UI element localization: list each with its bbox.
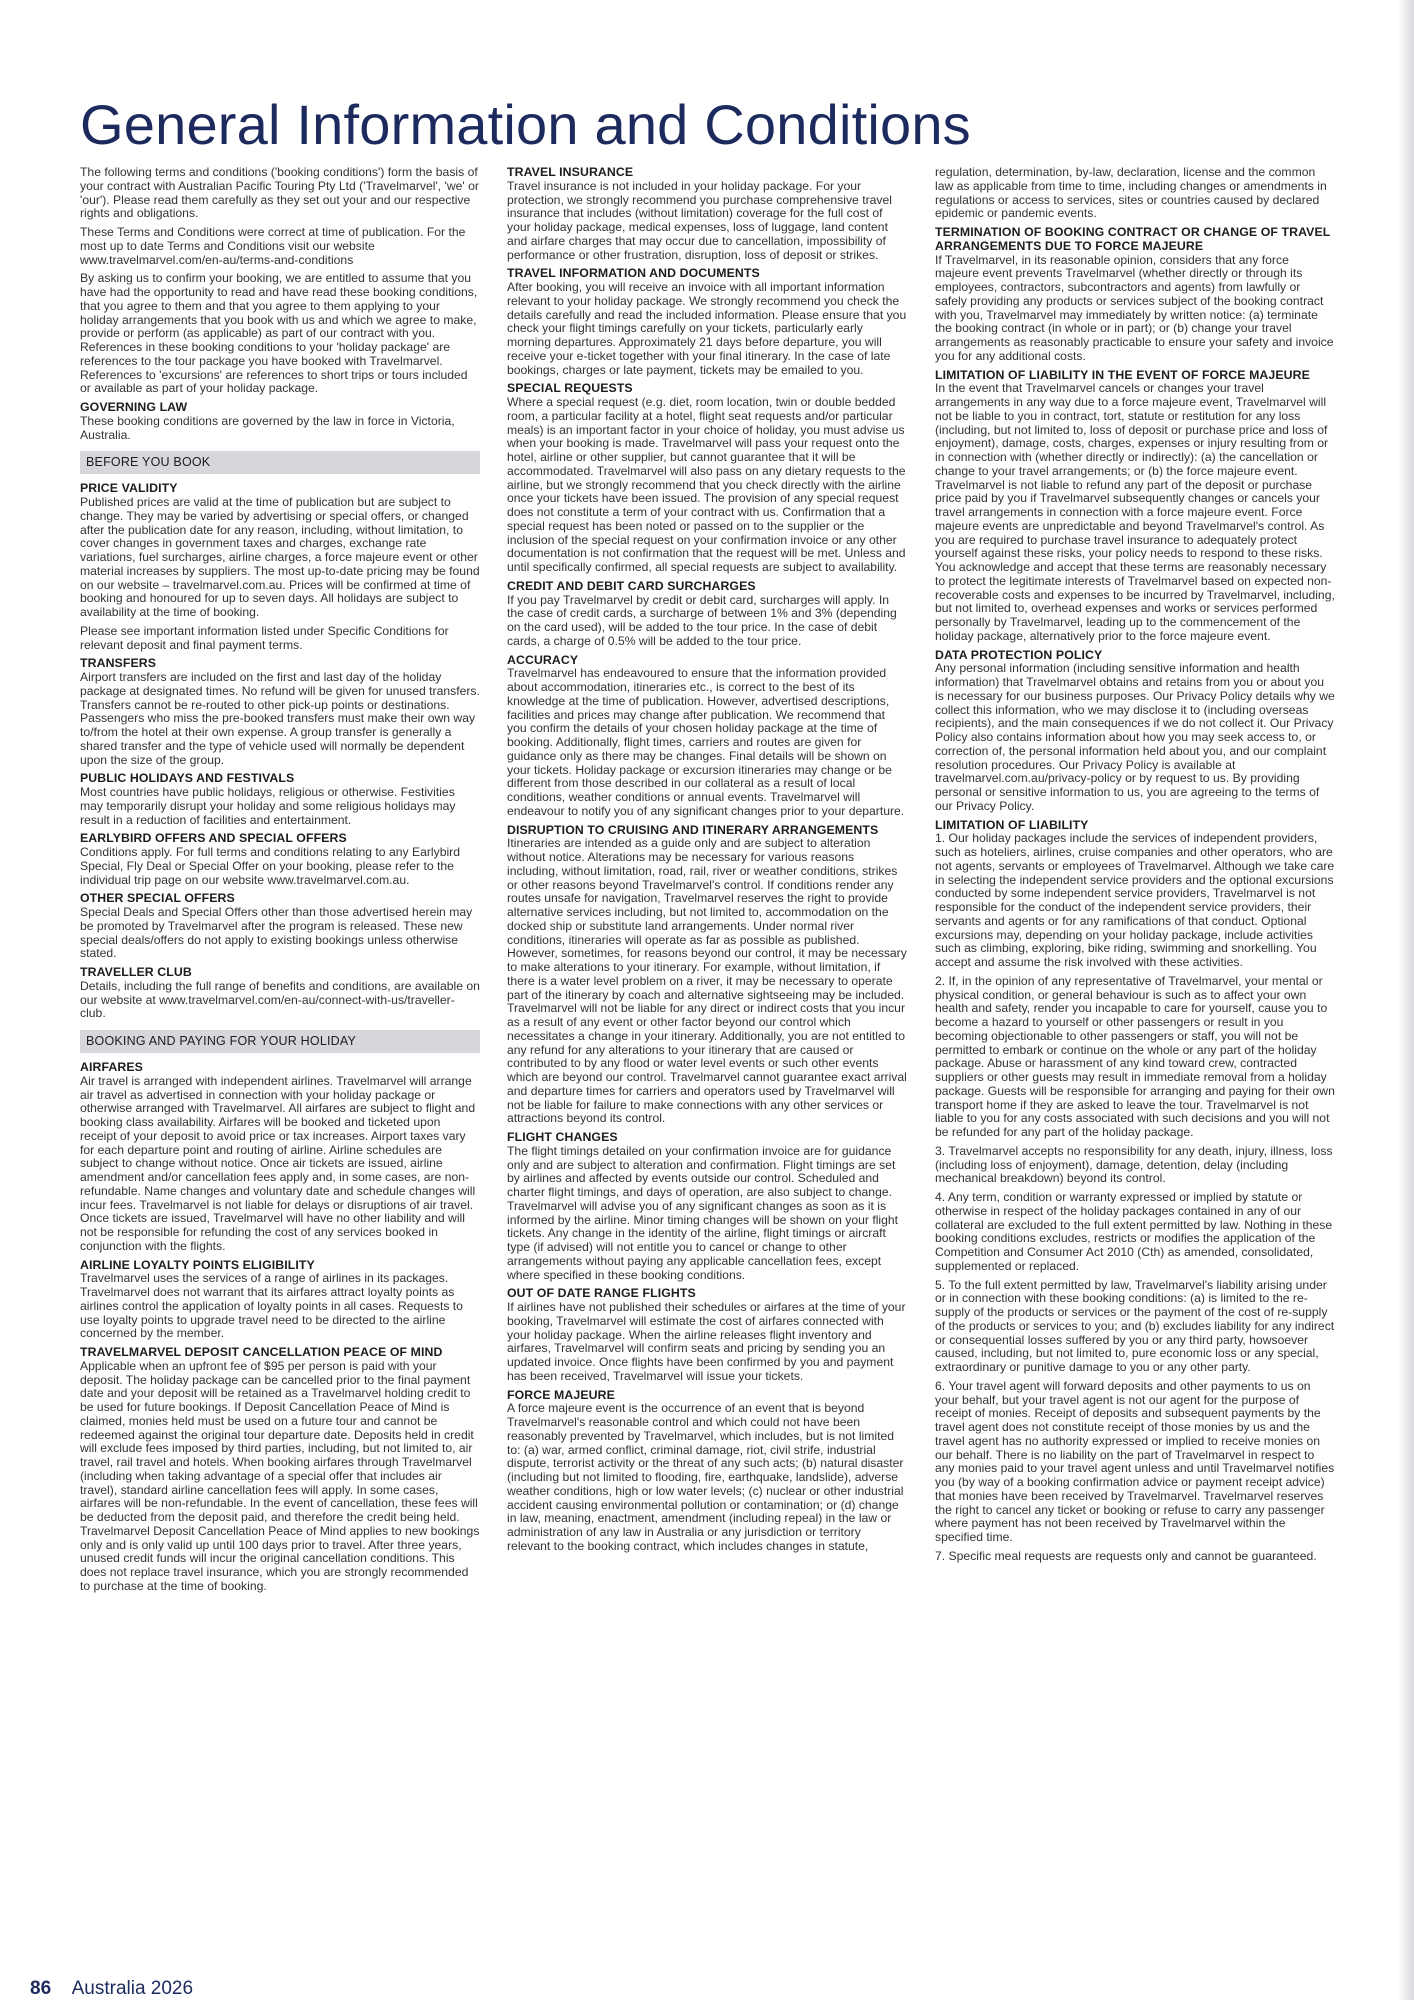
section-heading-termination-of-booking-contract-or-change-of-travel-arrangements-due-to-force-majeure: TERMINATION OF BOOKING CONTRACT OR CHANGE OF TRAVEL ARRANGEMENTS DUE TO FORCE MAJEURE: [935, 225, 1331, 253]
page-title: General Information and Conditions: [80, 93, 971, 156]
section-paragraph: If airlines have not published their schedules or airfares at the time of your booking, Travelmarvel will estimate the cost of airfares connected with your holiday package. When the airline releases flight inventory and airfares, Travelmarvel will confirm seats and pricing by sending you an updated invoice. Once flights have been confirmed by you and payment has been received, Travelmarvel will issue your tickets.: [507, 1300, 906, 1383]
intro-paragraph: These Terms and Conditions were correct at time of publication. For the most up to date Terms and Conditions visit our website www.travelmarvel.com/en-au/terms-and-conditions: [80, 225, 466, 267]
section-paragraph: Special Deals and Special Offers other than those advertised herein may be promoted by Travelmarvel after the program is released. These new special deals/offers do not apply to existing bookings unless otherwise stated.: [80, 905, 473, 961]
page-number: 86: [30, 1978, 52, 1999]
section-paragraph: 6. Your travel agent will forward deposits and other payments to us on your behalf, but your travel agent is not our agent for the purpose of receipt of monies. Receipt of deposits and subsequent payments by the travel agent does not constitute receipt of those monies by us and the travel agent has no authority expressed or implied to receive monies on our behalf. There is no liability on the part of Travelmarvel in respect to any monies paid to your travel agent unless and until Travelmarvel notifies you (by way of a booking confirmation advice or payment receipt advice) that monies have been received by Travelmarvel. Travelmarvel reserves the right to cancel any ticket or booking or refuse to carry any passenger where payment has not been received by Travelmarvel within the specified time.: [935, 1378, 1335, 1544]
section-paragraph: 3. Travelmarvel accepts no responsibility for any death, injury, illness, loss (including loss of enjoyment), damage, detention, delay (including mechanical breakdown) beyond its control.: [935, 1143, 1333, 1186]
intro-paragraph: By asking us to confirm your booking, we are entitled to assume that you have had the opportunity to read and have read these booking conditions, that you agree to them and that you agree to them applying to your holiday arrangements that you book with us and which we agree to make, provide or perform (as applicable) as part of our contract with you. References in these booking conditions to your 'holiday package' are references to the tour package you have booked with Travelmarvel. References to 'excursions' are references to short trips or tours included or available as part of your holiday package.: [80, 271, 478, 396]
section-paragraph: Travelmarvel has endeavoured to ensure that the information provided about accommodation, itineraries etc., is correct to the best of its knowledge at the time of publication. However, advertised descriptions, facilities and prices may change after publication. We recommend that you confirm the details of your chosen holiday package at the time of booking. Additionally, flight times, carriers and routes are given for guidance only as there may be changes. Final details will be shown on your tickets. Holiday package or excursion itineraries may change or be different from those described in our collateral as a result of local conditions, weather conditions or annual events. Travelmarvel will endeavour to notify you of any significant changes prior to your departure.: [507, 666, 905, 818]
section-heading-earlybird-offers-and-special-offers: EARLYBIRD OFFERS AND SPECIAL OFFERS: [80, 831, 347, 846]
section-heading-out-of-date-range-flights: OUT OF DATE RANGE FLIGHTS: [507, 1286, 696, 1301]
section-paragraph: After booking, you will receive an invoice with all important information relevant to your holiday package. We strongly recommend you check the details carefully and read the included information. Please ensure that you check your flight timings carefully on your tickets, particularly early morning departures. Approximately 21 days before departure, you will receive your e-ticket together with your final itinerary. In the case of late bookings, charges or late payment, tickets may be emailed to you.: [507, 280, 907, 377]
publication-name: Australia 2026: [71, 1978, 194, 1999]
section-paragraph: Conditions apply. For full terms and conditions relating to any Earlybird Special, Fly Deal or Special Offer on your booking, please refer to the individual trip page on our website www.travelmarvel.com.au.: [80, 845, 460, 887]
section-paragraph: 1. Our holiday packages include the services of independent providers, such as hoteliers, airlines, cruise companies and other operators, who are not agents, servants or employees of Travelmarvel. Although we take care in selecting the independent service providers and the optional excursions conducted by some independent service providers, Travelmarvel is not responsible for the conduct of the independent service providers, their servants and agents or for any ramifications of that conduct. Optional excursions may, depending on your holiday package, include activities such as climbing, exploring, bike riding, swimming and snorkelling. You accept and assume the risk involved with these activities.: [935, 831, 1335, 969]
section-heading-disruption-to-cruising-and-itinerary-arrangements: DISRUPTION TO CRUISING AND ITINERARY ARRANGEMENTS: [507, 822, 879, 837]
section-paragraph: 4. Any term, condition or warranty expressed or implied by statute or otherwise in respect of the holiday packages contained in any of our collateral are excluded to the full extent permitted by law. Nothing in these booking conditions excludes, restricts or modifies the application of the Competition and Consumer Act 2010 (Cth) as amended, consolidated, supplemented or replaced.: [935, 1190, 1333, 1273]
section-paragraph: Please see important information listed under Specific Conditions for relevant deposit and final payment terms.: [80, 623, 449, 652]
section-paragraph: 7. Specific meal requests are requests only and cannot be guaranteed.: [935, 1548, 1317, 1563]
section-paragraph: A force majeure event is the occurrence of an event that is beyond Travelmarvel's reasonable control and which could not have been reasonably prevented by Travelmarvel, which includes, but is not limited to: (a) war, armed conflict, criminal damage, riot, civil strife, industrial dispute, terrorist activity or the threat of any such acts; (b) natural disaster (including but not limited to flooding, fire, earthquake, landslide), adverse weather conditions, high or low water levels; (c) nuclear or other industrial accident causing environmental pollution or contamination; or (d) change in law, meaning, enactment, amendment (including repeal) in the law or administration of any law in Australia or any jurisdiction or territory relevant to the booking contract, which includes changes in statute,: [507, 1401, 904, 1553]
section-paragraph: The flight timings detailed on your confirmation invoice are for guidance only and are subject to alteration and confirmation. Flight timings are set by airlines and affected by events outside our control. Scheduled and charter flight timings, and days of operation, are also subject to change. Travelmarvel will advise you of any significant changes as soon as it is informed by the airline. Minor timing changes will be shown on your flight tickets. Any change in the identity of the airline, flight timings or aircraft type (if advised) will not entitle you to cancel or change to other arrangements without paying any applicable cancellation fees, except where specified in these booking conditions.: [507, 1143, 899, 1282]
section-heading-special-requests: SPECIAL REQUESTS: [507, 381, 633, 396]
intro-paragraph: The following terms and conditions ('booking conditions') form the basis of your contract with Australian Pacific Touring Pty Ltd ('Travelmarvel', 'we' or 'our'). Please read them carefully as they set out your and our respective rights and obligations.: [80, 165, 479, 221]
section-paragraph: Itineraries are intended as a guide only and are subject to alteration without notice. Alterations may be necessary for various reasons including, without limitation, road, rail, river or weather conditions, strikes or other reasons beyond Travelmarvel's control. If conditions render any routes unsafe for navigation, Travelmarvel reserves the right to provide alternative services including, but not limited to, accommodation on the docked ship or substitute land arrangements. Under normal river conditions, itineraries will operate as far as possible as published. However, sometimes, for reasons beyond our control, it may be necessary to make alterations to your itinerary. For example, without limitation, if there is a water level problem on a river, it may be necessary to operate part of the itinerary by coach and alternative sightseeing may be included. Travelmarvel will not be liable for any direct or indirect costs that you incur as a result of any event or other factor beyond our control which necessitates a change in your itinerary. Additionally, you are not entitled to any refund for any alterations to your itinerary that are caused or contributed to by any flood or water level events or such other events which are beyond our control. Travelmarvel cannot guarantee exact arrival and departure times for carriers and operators used by Travelmarvel will not be liable for failure to make connections with any other services or attractions beyond its control.: [507, 836, 907, 1126]
section-heading-accuracy: ACCURACY: [507, 652, 579, 667]
banner-booking-and-paying-for-your-holiday: BOOKING AND PAYING FOR YOUR HOLIDAY: [80, 1030, 480, 1053]
section-heading-credit-and-debit-card-surcharges: CREDIT AND DEBIT CARD SURCHARGES: [507, 578, 756, 593]
column-2: [507, 166, 907, 1559]
section-heading-airfares: AIRFARES: [80, 1060, 143, 1074]
section-paragraph: These booking conditions are governed by the law in force in Victoria, Australia.: [80, 413, 455, 442]
section-heading-governing-law: GOVERNING LAW: [80, 400, 188, 414]
section-paragraph: Travelmarvel uses the services of a range of airlines in its packages. Travelmarvel does not warrant that its airfares attract loyalty points as airlines control the application of loyalty points in all cases. Requests to use loyalty points to upgrade travel need to be directed to the airline concerned by the member.: [80, 1271, 463, 1341]
section-paragraph: In the event that Travelmarvel cancels or changes your travel arrangements in any way due to a force majeure event, Travelmarvel will not be liable to you in contract, tort, statute or restitution for any loss (including, but not limited to, loss of deposit or purchase price and loss of enjoyment), damage, costs, charges, expenses or injury resulting from or in connection with (whether directly or indirectly): (a) the cancellation or change to your travel arrangements; or (b) the force majeure event. Travelmarvel is not liable to refund any part of the deposit or purchase price paid by you if Travelmarvel subsequently changes or cancels your travel arrangements in connection with a force majeure event. Force majeure events are unpredictable and beyond Travelmarvel's control. As you are required to purchase travel insurance to adequately protect yourself against these risks, your policy needs to respond to these risks. You acknowledge and accept that these terms are reasonably necessary to protect the legitimate interests of Travelmarvel based on expected non-recoverable costs and expenses to be incurred by Travelmarvel, including, but not limited to, overhead expenses and works or services performed personally by Travelmarvel, leading up to the commencement of the holiday package, alternatively prior to the force majeure event.: [935, 381, 1335, 643]
section-heading-force-majeure: FORCE MAJEURE: [507, 1387, 615, 1402]
section-paragraph: Where a special request (e.g. diet, room location, twin or double bedded room, a particular facility at a hotel, flight seat requests and/or particular meals) is an important factor in your choice of holiday, you must advise us when your booking is made. Travelmarvel will pass your request onto the hotel, airline or other supplier, but cannot guarantee that it will be accommodated. Travelmarvel will also pass on any dietary requests to the airline, but we strongly recommend that you check directly with the airline once your tickets have been issued. The provision of any special request does not constitute a term of your contract with us. Confirmation that a special request has been noted or passed on to the supplier or the inclusion of the special request on your confirmation invoice or any other documentation is not confirmation that the request will be met. Unless and until specifically confirmed, all special requests are subject to availability.: [507, 395, 906, 574]
section-heading-travel-insurance: TRAVEL INSURANCE: [507, 165, 634, 179]
section-heading-limitation-of-liability-in-the-event-of-force-majeure: LIMITATION OF LIABILITY IN THE EVENT OF FORCE MAJEURE: [935, 367, 1310, 382]
section-paragraph: Air travel is arranged with independent airlines. Travelmarvel will arrange air travel as advertised in connection with your holiday package or otherwise arranged with Travelmarvel. All airfares are subject to flight and booking class availability. Airfares will be booked and ticketed upon receipt of your deposit to avoid price or tax increases. Airport taxes vary for each departure point and routing of airline. Airline schedules are subject to change without notice. Once air tickets are issued, airline amendment and/or cancellation fees apply and, in some cases, are non-refundable. Name changes and voluntary date and schedule changes will incur fees. Travelmarvel is not liable for delays or disruptions of air travel. Once tickets are issued, Travelmarvel will have no other liability and will not be responsible for refunding the cost of any services booked in conjunction with the flights.: [80, 1073, 476, 1253]
section-paragraph: Details, including the full range of benefits and conditions, are available on our website at www.travelmarvel.com/en-au/connect-with-us/traveller-club.: [80, 978, 480, 1021]
section-paragraph: 5. To the full extent permitted by law, Travelmarvel's liability arising under or in connection with these booking conditions: (a) is limited to the re-supply of the products or services or the payment of the cost of re-supply of the products or services to you; and (b) excludes liability for any indirect or consequential losses suffered by you or any third party, howsoever caused, including, but not limited to, pure economic loss or any special, extraordinary or punitive damage to you or any other party.: [935, 1277, 1335, 1374]
section-paragraph: Published prices are valid at the time of publication but are subject to change. They may be varied by advertising or special offers, or changed after the publication date for any reason, including, without limitation, to cover changes in government taxes and charges, exchange rate variations, fuel surcharges, airline charges, a force majeure event or other material increases by suppliers. The most up-to-date pricing may be found on our website – travelmarvel.com.au. Prices will be confirmed at time of booking and honoured for up to seven days. All holidays are subject to availability at the time of booking.: [80, 495, 480, 619]
section-heading-airline-loyalty-points-eligibility: AIRLINE LOYALTY POINTS ELIGIBILITY: [80, 1257, 315, 1272]
continuation-paragraph: regulation, determination, by-law, declaration, license and the common law as applicable from time to time, including changes or amendments in regulations or access to services, sites or countries caused by declared epidemic or pandemic events.: [935, 165, 1327, 221]
column-3: [935, 166, 1335, 1569]
banner-before-you-book: BEFORE YOU BOOK: [80, 451, 480, 474]
section-heading-public-holidays-and-festivals: PUBLIC HOLIDAYS AND FESTIVALS: [80, 771, 295, 786]
page-edge-shadow: [1398, 0, 1414, 2000]
section-heading-travel-information-and-documents: TRAVEL INFORMATION AND DOCUMENTS: [507, 266, 760, 281]
page-footer: [30, 1978, 193, 2001]
section-heading-other-special-offers: OTHER SPECIAL OFFERS: [80, 891, 235, 906]
section-paragraph: Travel insurance is not included in your holiday package. For your protection, we strongly recommend you purchase comprehensive travel insurance that includes (without limitation) coverage for the full cost of your holiday package, medical expenses, loss of luggage, land content and airfare charges that may occur due to cancellation, impossibility of performance or other frustration, disruption, loss of deposit or strikes.: [507, 178, 892, 262]
section-paragraph: Most countries have public holidays, religious or otherwise. Festivities may temporarily disrupt your holiday and some religious holidays may result in a reduction of facilities and entertainment.: [80, 785, 456, 827]
column-1: [80, 166, 480, 1599]
section-paragraph: Any personal information (including sensitive information and health information) that Travelmarvel obtains and retains from you or about you is necessary for our business purposes. Our Privacy Policy details why we collect this information, who we may disclose it to (including overseas recipients), and the main consequences if we do not collect it. Our Privacy Policy also contains information about how you may seek access to, or correction of, the personal information held about you, and our complaint resolution procedures. Our Privacy Policy is available at travelmarvel.com.au/privacy-policy or by request to us. By providing personal or sensitive information to us, you are agreeing to the terms of our Privacy Policy.: [935, 661, 1335, 813]
section-paragraph: If Travelmarvel, in its reasonable opinion, considers that any force majeure event prevents Travelmarvel (whether directly or through its employees, contractors, subcontractors and agents) from lawfully or safely providing any products or services subject of the booking contract with you, Travelmarvel may immediately by written notice: (a) terminate the booking contract (in whole or in part); or (b) change your travel arrangements as reasonably practicable to ensure your safety and invoice you for any additional costs.: [935, 252, 1334, 363]
section-heading-flight-changes: FLIGHT CHANGES: [507, 1130, 618, 1144]
section-heading-travelmarvel-deposit-cancellation-peace-of-mind: TRAVELMARVEL DEPOSIT CANCELLATION PEACE OF MIND: [80, 1345, 443, 1359]
section-paragraph: 2. If, in the opinion of any representative of Travelmarvel, your mental or physical condition, or general behaviour is such as to affect your own health and safety, render you incapable to care for yourself, cause you to become a hazard to yourself or other passengers or result in you becoming objectionable to other passengers or staff, you will not be permitted to embark or continue on the whole or any part of the holiday package. Abuse or harassment of any kind toward crew, contracted suppliers or other guests may result in immediate removal from a holiday package. Guests will be responsible for arranging and paying for their own transport home if they are asked to leave the tour. Travelmarvel is not liable to you for any costs associated with such decisions and you will not be refunded for any part of the holiday package.: [935, 973, 1335, 1139]
section-paragraph: Airport transfers are included on the first and last day of the holiday package at designated times. No refund will be given for unused transfers. Transfers cannot be re-routed to other pick-up points or destinations. Passengers who miss the pre-booked transfers must make their own way to/from the hotel at their own expense. A group transfer is generally a shared transfer and the type of vehicle used will normally be dependent upon the size of the group.: [80, 670, 480, 767]
section-heading-traveller-club: TRAVELLER CLUB: [80, 965, 192, 979]
section-heading-limitation-of-liability: LIMITATION OF LIABILITY: [935, 817, 1089, 832]
section-paragraph: If you pay Travelmarvel by credit or debit card, surcharges will apply. In the case of credit cards, a surcharge of between 1% and 3% (depending on the card used), will be added to the tour price. In the case of debit cards, a charge of 0.5% will be added to the tour price.: [507, 592, 897, 648]
section-paragraph: Applicable when an upfront fee of $95 per person is paid with your deposit. The holiday package can be cancelled prior to the final payment date and your deposit will be retained as a Travelmarvel holding credit to be used for future bookings. If Deposit Cancellation Peace of Mind is claimed, monies held must be used on a future tour and cannot be redeemed against the original tour departure date. Deposits held in credit will exclude fees imposed by third parties, including, but not limited to, air travel, rail travel and hotels. When booking airfares through Travelmarvel (including when taking advantage of a special offer that includes air travel), standard airline cancellation fees will apply. In some cases, airfares will be non-refundable. In the event of cancellation, these fees will be deducted from the deposit paid, and therefore the credit being held. Travelmarvel Deposit Cancellation Peace of Mind applies to new bookings only and is only valid up until 100 days prior to travel. After three years, unused credit funds will incur the original cancellation conditions. This does not replace travel insurance, which you are strongly recommended to purchase at the time of booking.: [80, 1358, 480, 1593]
section-heading-data-protection-policy: DATA PROTECTION POLICY: [935, 647, 1103, 662]
section-heading-transfers: TRANSFERS: [80, 656, 157, 671]
section-heading-price-validity: PRICE VALIDITY: [80, 481, 178, 496]
